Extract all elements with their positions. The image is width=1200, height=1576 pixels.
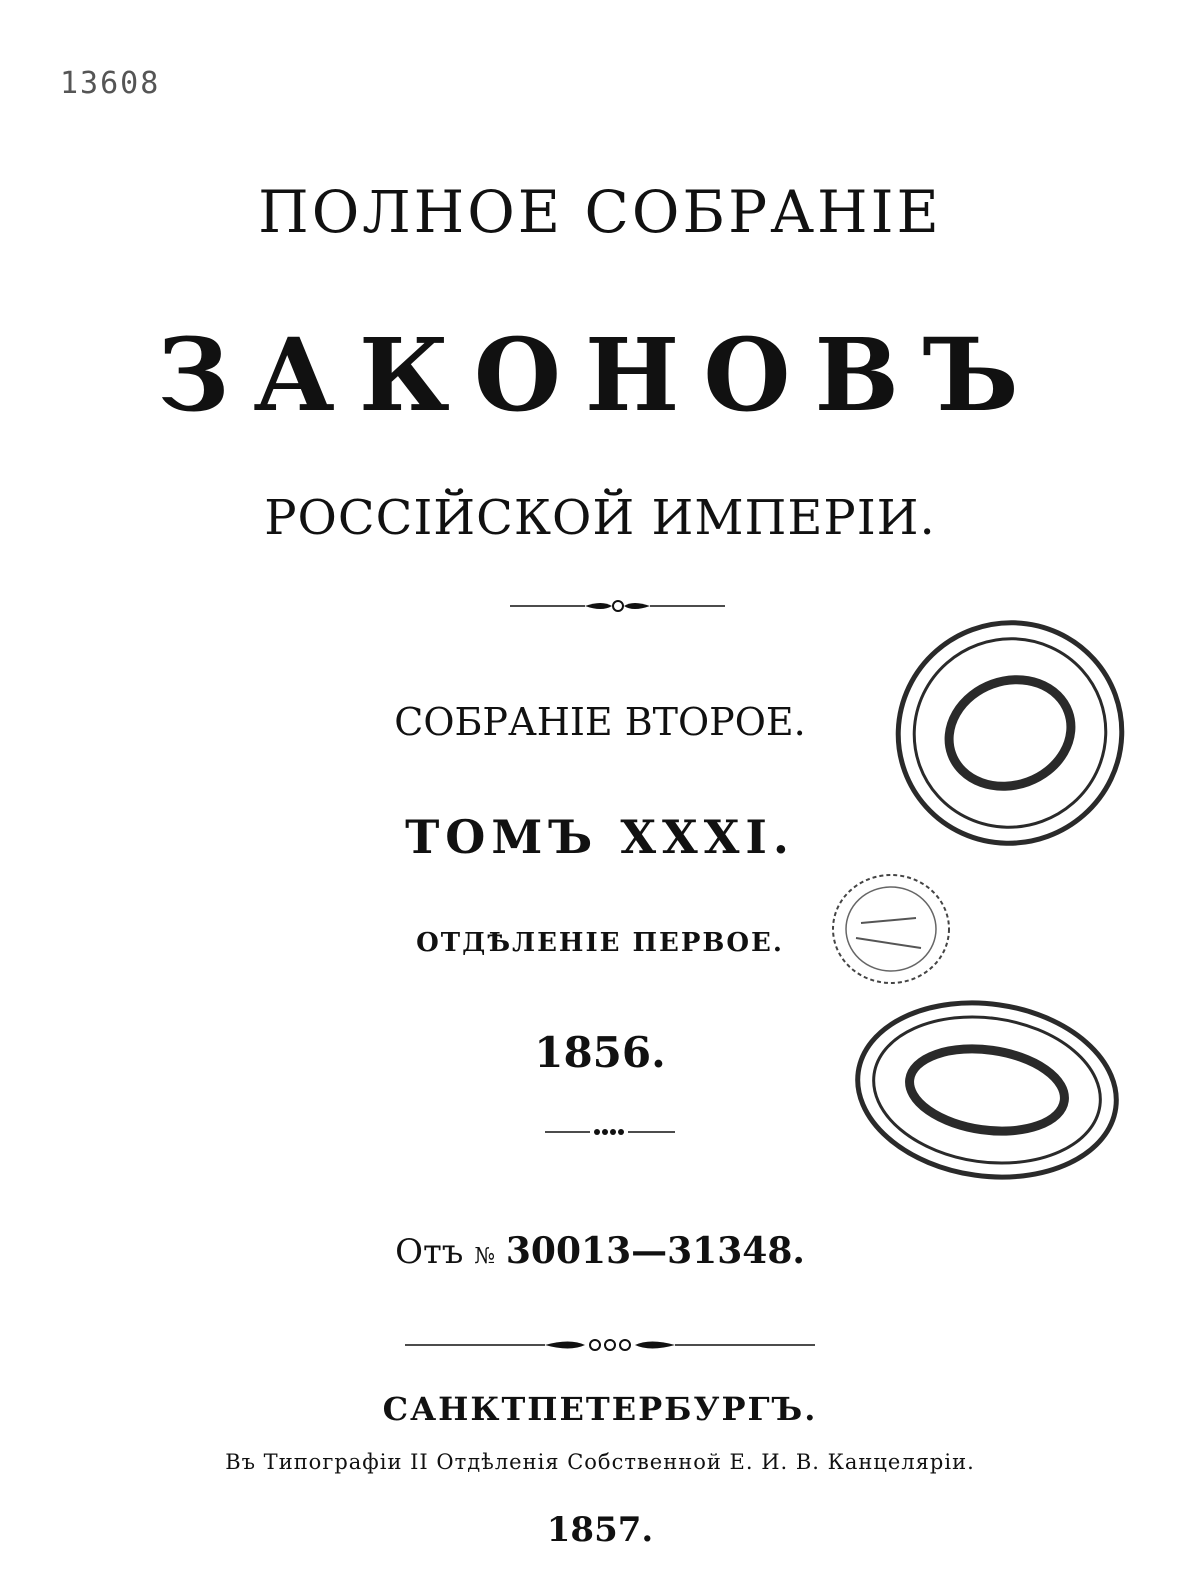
library-stamp-oval-bottom-icon [850,995,1125,1185]
year-covered: 1856. [534,1028,666,1077]
title-line-1: ПОЛНОЕ СОБРАНІЕ [258,178,942,246]
library-stamp-oval-top-icon [890,615,1130,850]
ornament-divider-large-icon [405,1334,815,1356]
library-stamp-small-icon [826,868,956,990]
ornament-divider-icon [510,596,725,616]
decree-range [0,1230,1200,1272]
publication-year: 1857. [546,1510,654,1550]
printer-line: Въ Типографіи II Отдѣленія Собственной Е. И. В. Канцеляріи. [225,1450,975,1474]
ornament-dots-icon [545,1124,675,1140]
shelf-number: 13608 [60,66,161,101]
title-line-2: ЗАКОНОВЪ [157,316,1043,434]
range-numbers: 30013—31348. [505,1230,805,1272]
range-prefix: Отъ [395,1232,464,1272]
collection-label: СОБРАНІЕ ВТОРОЕ. [394,700,806,744]
section-label: ОТДѢЛЕНІЕ ПЕРВОЕ. [416,928,784,958]
volume-label: ТОМЪ XXXI. [405,810,795,864]
title-line-3: РОССІЙСКОЙ ИМПЕРІИ. [264,490,936,546]
city: САНКТПЕТЕРБУРГЪ. [382,1390,818,1428]
number-sign: № [474,1244,496,1269]
